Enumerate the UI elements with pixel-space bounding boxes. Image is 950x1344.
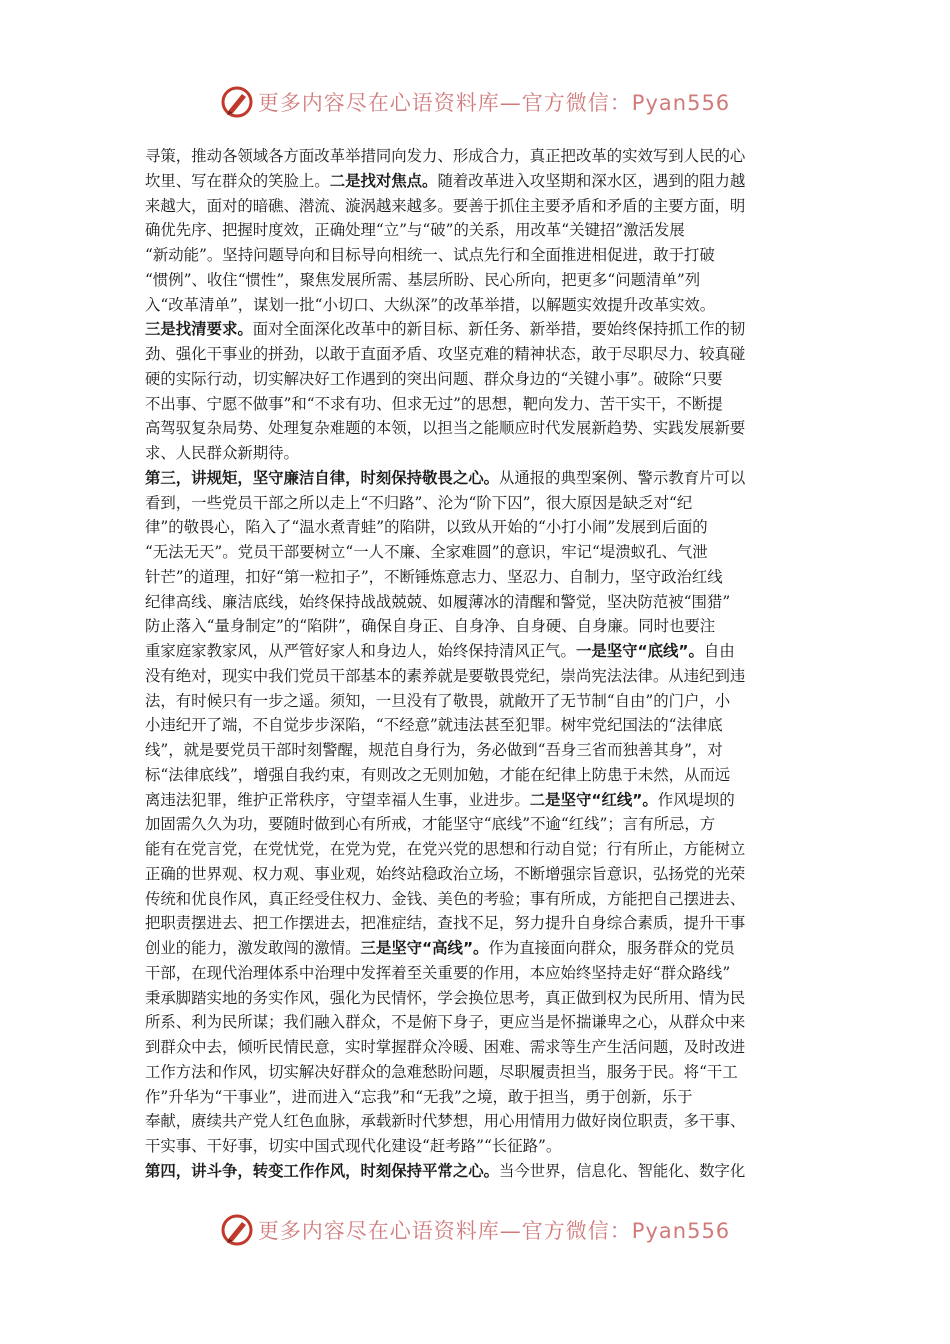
text-line bbox=[145, 837, 810, 862]
body-text: 针芒”的道理，扣好“第一粒扣子”，不断锤炼意志力、坚忍力、自制力，坚守政治红线 bbox=[145, 567, 723, 586]
text-line bbox=[145, 862, 810, 887]
body-text: 加固需久久为功，要随时做到心有所戒，才能坚守“底线”不逾“红线”；言有所忌，方 bbox=[145, 815, 716, 834]
footer-watermark bbox=[0, 1212, 950, 1248]
text-line bbox=[145, 218, 810, 243]
bold-heading-text: 二是找对焦点。 bbox=[329, 171, 438, 190]
body-text: “新动能”。坚持问题导向和目标导向相统一、试点先行和全面推进相促进，敢于打破 bbox=[145, 246, 715, 264]
pen-logo-icon bbox=[220, 1213, 254, 1247]
text-line bbox=[145, 887, 810, 912]
body-text: 确优先序、把握时度效，正确处理“立”与“破”的关系，用改革“关键招”激活发展 bbox=[145, 221, 685, 240]
text-line bbox=[145, 342, 810, 367]
body-text: 硬的实际行动，切实解决好工作遇到的突出问题、群众身边的“关键小事”。破除“只要 bbox=[145, 369, 723, 388]
text-line bbox=[145, 367, 810, 392]
text-line bbox=[145, 763, 810, 788]
text-line bbox=[145, 1010, 810, 1035]
text-line bbox=[145, 1159, 810, 1184]
body-text: 秉承脚踏实地的务实作风，强化为民情怀，学会换位思考，真正做到权为民所用、情为民 bbox=[145, 988, 746, 1007]
body-text: “惯例”、收住“惯性”，聚焦发展所需、基层所盼、民心所向，把更多“问题清单”列 bbox=[145, 270, 701, 289]
text-line bbox=[145, 936, 810, 961]
body-text: 没有绝对，现实中我们党员干部基本的素养就是要敬畏党纪，崇尚宪法法律。从违纪到违 bbox=[145, 666, 746, 685]
body-text: 离违法犯罪，维护正常秩序，守望幸福人生事，业进步。 bbox=[145, 790, 530, 809]
text-line bbox=[145, 1134, 810, 1159]
text-line bbox=[145, 689, 810, 714]
text-line bbox=[145, 812, 810, 837]
text-line bbox=[145, 1060, 810, 1085]
body-text: 面对全面深化改革中的新目标、新任务、新举措，要始终保持抓工作的韧 bbox=[252, 320, 746, 339]
header-watermark bbox=[0, 84, 950, 120]
body-text: 干部，在现代治理体系中治理中发挥着至关重要的作用，本应始终坚持走好“群众路线” bbox=[145, 963, 731, 982]
body-text: 防止落入“量身制定”的“陷阱”，确保自身正、自身净、自身硬、自身廉。同时也要注 bbox=[145, 617, 716, 636]
text-line bbox=[145, 565, 810, 590]
watermark-text: 更多内容尽在心语资料库—官方微信：Pyan556 bbox=[257, 1219, 731, 1243]
body-text: 线”，就是要党员干部时刻警醒，规范自身行为，务必做到“吾身三省而独善其身”，对 bbox=[145, 741, 723, 759]
text-line bbox=[145, 466, 810, 491]
body-text: 创业的能力，激发敢闯的激情。 bbox=[145, 939, 361, 957]
body-text: 高驾驭复杂局势、处理复杂难题的本领，以担当之能顺应时代发展新趋势、实践发展新要 bbox=[145, 419, 746, 438]
text-line bbox=[145, 441, 810, 466]
text-line bbox=[145, 268, 810, 293]
text-line bbox=[145, 317, 810, 342]
body-text: 作为直接面向群众，服务群众的党员 bbox=[488, 939, 735, 957]
bold-heading-text: 三是找清要求。 bbox=[145, 320, 253, 339]
text-line bbox=[145, 713, 810, 738]
text-line bbox=[145, 144, 810, 169]
text-line bbox=[145, 243, 810, 268]
body-text: 正确的世界观、权力观、事业观，始终站稳政治立场，不断增强宗旨意识，弘扬党的光荣 bbox=[145, 864, 746, 883]
body-text: 作”升华为“干事业”，进而进入“忘我”和“无我”之境，敢于担当，勇于创新，乐于 bbox=[145, 1087, 693, 1106]
text-line bbox=[145, 293, 810, 318]
body-text: 小违纪开了端，不自觉步步深陷，“不经意”就违法甚至犯罪。树牢党纪国法的“法律底 bbox=[145, 716, 723, 735]
watermark-text: 更多内容尽在心语资料库—官方微信：Pyan556 bbox=[257, 91, 731, 115]
body-text: 劲、强化干事业的拼劲，以敢于直面矛盾、攻坚克难的精神状态，敢于尽职尽力、较真碰 bbox=[145, 345, 746, 363]
body-text: 奉献，赓续共产党人红色血脉，承载新时代梦想，用心用情用力做好岗位职责，多干事、 bbox=[145, 1112, 746, 1131]
body-text: 坎里、写在群众的笑脸上。 bbox=[145, 171, 330, 190]
bold-heading-text: 第三，讲规矩，坚守廉洁自律，时刻保持敬畏之心。 bbox=[145, 468, 499, 487]
body-text: 法，有时候只有一步之遥。须知，一旦没有了敬畏，就敞开了无节制“自由”的门户，小 bbox=[145, 691, 731, 710]
bold-heading-text: 一是坚守“底线”。 bbox=[575, 642, 704, 660]
body-text: 把职责摆进去、把工作摆进去，把准症结，查找不足，努力提升自身综合素质，提升干事 bbox=[145, 914, 746, 933]
body-text: 纪律高线、廉洁底线，始终保持战战兢兢、如履薄冰的清醒和警觉，坚决防范被“围猎” bbox=[145, 592, 731, 611]
body-text: 能有在党言党，在党忧党，在党为党，在党兴党的思想和行动自觉；行有所止，方能树立 bbox=[145, 840, 746, 858]
body-text: 入“改革清单”，谋划一批“小切口、大纵深”的改革举措，以解题实效提升改革实效。 bbox=[145, 295, 716, 314]
text-line bbox=[145, 911, 810, 936]
body-text: 当今世界，信息化、智能化、数字化 bbox=[499, 1161, 746, 1180]
text-line bbox=[145, 738, 810, 763]
body-text: 所系、利为民所谋；我们融入群众，不是俯下身子，更应当是怀揣谦卑之心，从群众中来 bbox=[145, 1013, 746, 1032]
text-line bbox=[145, 194, 810, 219]
text-line bbox=[145, 1109, 810, 1134]
text-line bbox=[145, 169, 810, 194]
text-line bbox=[145, 986, 810, 1011]
body-text: 律”的敬畏心，陷入了“温水煮青蛙”的陷阱，以致从开始的“小打小闹”发展到后面的 bbox=[145, 518, 708, 537]
text-line bbox=[145, 491, 810, 516]
body-text: 从通报的典型案例、警示教育片可以 bbox=[499, 468, 746, 487]
text-line bbox=[145, 664, 810, 689]
text-line bbox=[145, 961, 810, 986]
text-line bbox=[145, 416, 810, 441]
text-line bbox=[145, 639, 810, 664]
body-text: 来越大，面对的暗礁、潜流、漩涡越来越多。要善于抓住主要矛盾和矛盾的主要方面，明 bbox=[145, 196, 746, 215]
text-line bbox=[145, 540, 810, 565]
body-text: 传统和优良作风，真正经受住权力、金钱、美色的考验；事有所成，方能把自己摆进去、 bbox=[145, 889, 746, 908]
text-line bbox=[145, 788, 810, 813]
body-text: 作风堤坝的 bbox=[657, 790, 735, 809]
body-text: 寻策，推动各领域各方面改革举措同向发力、形成合力，真正把改革的实效写到人民的心 bbox=[145, 147, 746, 165]
body-text: 随着改革进入攻坚期和深水区，遇到的阻力越 bbox=[437, 171, 746, 190]
document-body bbox=[145, 144, 810, 1184]
text-line bbox=[145, 590, 810, 615]
body-text: 看到，一些党员干部之所以走上“不归路”、沦为“阶下囚”，很大原因是缺乏对“纪 bbox=[145, 493, 693, 512]
body-text: 不出事、宁愿不做事”和“不求有功、但求无过”的思想，靶向发力、苦干实干，不断提 bbox=[145, 394, 723, 413]
bold-heading-text: 三是坚守“高线”。 bbox=[360, 939, 489, 957]
text-line bbox=[145, 515, 810, 540]
text-line bbox=[145, 392, 810, 417]
body-text: “无法无天”。党员干部要树立“一人不廉、全家难圆”的意识，牢记“堤溃蚁孔、气泄 bbox=[145, 543, 708, 561]
body-text: 工作方法和作风，切实解决好群众的急难愁盼问题，尽职履责担当，服务于民。将“干工 bbox=[145, 1062, 738, 1081]
body-text: 标“法律底线”，增强自我约束，有则改之无则加勉，才能在纪律上防患于未然，从而远 bbox=[145, 765, 731, 784]
text-line bbox=[145, 614, 810, 639]
body-text: 求、人民群众新期待。 bbox=[145, 444, 299, 462]
bold-heading-text: 二是坚守“红线”。 bbox=[529, 790, 658, 809]
bold-heading-text: 第四，讲斗争，转变工作作风，时刻保持平常之心。 bbox=[145, 1161, 499, 1180]
pen-logo-icon bbox=[220, 85, 254, 119]
body-text: 到群众中去，倾听民情民意，实时掌握群众冷暖、困难、需求等生产生活问题，及时改进 bbox=[145, 1038, 746, 1056]
text-line bbox=[145, 1035, 810, 1060]
body-text: 重家庭家教家风，从严管好家人和身边人，始终保持清风正气。 bbox=[145, 642, 576, 660]
text-line bbox=[145, 1085, 810, 1110]
body-text: 自由 bbox=[703, 642, 735, 660]
body-text: 干实事、干好事，切实中国式现代化建设“赶考路”“长征路”。 bbox=[145, 1137, 562, 1155]
